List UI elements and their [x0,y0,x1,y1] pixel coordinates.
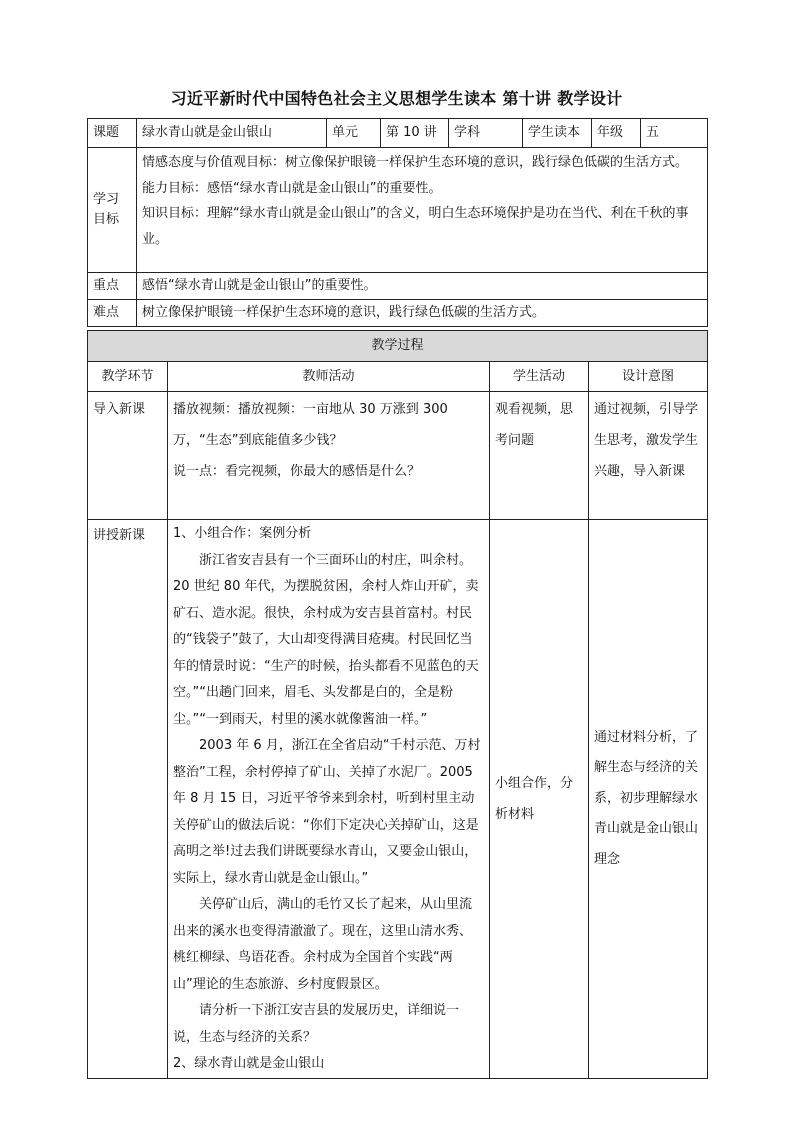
process-table [87,330,708,1079]
objective-knowledge: 知识目标：理解“绿水青山就是金山银山”的含义，明白生态环境保护是功在当代、利在千秋的事业。 [142,206,689,247]
process-header-row [88,331,708,362]
grade-label: 年级 [592,119,641,148]
lecture-heading-2: 2、绿水青山就是金山银山 [173,1056,325,1071]
objectives-label: 学习目标 [88,148,137,273]
col-student: 学生活动 [490,362,589,392]
col-intent: 设计意图 [589,362,708,392]
stage-lecture: 讲授新课 [88,520,168,1079]
col-teacher: 教师活动 [168,362,490,392]
difficulty-label: 难点 [88,300,137,327]
process-header: 教学过程 [88,331,708,362]
teacher-intro-video: 播放视频：播放视频：一亩地从 30 万涨到 300 万，“生态”到底能值多少钱？ [173,402,448,448]
student-intro: 观看视频，思考问题 [490,392,589,520]
unit-value: 第 10 讲 [381,119,449,148]
info-table [87,118,708,327]
key-point-row [88,273,708,300]
subject-label: 学科 [449,119,523,148]
objective-emotion: 情感态度与价值观目标：树立像保护眼镜一样保护生态环境的意识，践行绿色低碳的生活方式。 [142,155,689,170]
topic-label: 课题 [88,119,137,148]
student-lecture: 小组合作，分析材料 [490,520,589,1079]
col-stage: 教学环节 [88,362,168,392]
lecture-heading-1: 1、小组合作：案例分析 [173,526,312,541]
teacher-intro [168,392,490,520]
lecture-para-1: 浙江省安吉县有一个三面环山的村庄，叫余村。20 世纪 80 年代，为摆脱贫困，余村人炸山开矿，卖矿石、造水泥。很快，余村成为安吉县首富村。村民的“钱袋子”鼓了，大山却变得满目疮痍。村民回忆当年的情景时说：“生产的时候，抬头都看不见蓝色的天空。”“出趟门回来，眉毛、头发都是白的，全是粉尘。”“一到雨天，村里的溪水就像酱油一样。” [173,552,479,727]
difficulty-row [88,300,708,327]
objective-ability: 能力目标：感悟“绿水青山就是金山银山”的重要性。 [142,180,442,196]
subject-value: 学生读本 [523,119,592,148]
intent-lecture: 通过材料分析，了解生态与经济的关系，初步理解绿水青山就是金山银山理念 [589,520,708,1079]
objectives-content [137,148,708,273]
grade-value: 五 [641,119,708,148]
key-point-label: 重点 [88,273,137,300]
stage-intro: 导入新课 [88,392,168,520]
lecture-para-3: 关停矿山后，满山的毛竹又长了起来，从山里流出来的溪水也变得清澈澈了。现在，这里山清水秀、桃红柳绿、鸟语花香。余村成为全国首个实践“两山”理论的生态旅游、乡村度假景区。 [173,897,473,992]
unit-label: 单元 [327,119,381,148]
intent-intro: 通过视频，引导学生思考，激发学生兴趣，导入新课 [589,392,708,520]
info-row [88,119,708,148]
teacher-lecture [168,520,490,1079]
table-row [88,520,708,1079]
teacher-intro-question: 说一点：看完视频，你最大的感悟是什么？ [173,464,421,479]
lecture-question: 请分析一下浙江安吉县的发展历史，详细说一说，生态与经济的关系？ [173,1003,460,1045]
table-row [88,392,708,520]
page-title: 习近平新时代中国特色社会主义思想学生读本 第十讲 教学设计 [170,89,623,108]
process-columns-row [88,362,708,392]
difficulty-value: 树立像保护眼镜一样保护生态环境的意识，践行绿色低碳的生活方式。 [137,300,708,327]
lecture-para-2: 2003 年 6 月，浙江在全省启动“千村示范、万村整治”工程，余村停掉了矿山、关掉了水泥厂。2005 年 8 月 15 日，习近平爷爷来到余村，听到村里主动关停矿山的做法后说：“你们下定决心关掉矿山，这是高明之举!过去我们讲既要绿水青山，又要金山银山，实际上，绿水青山就是金山银山。” [173,738,481,886]
key-point-value: 感悟“绿水青山就是金山银山”的重要性。 [137,273,708,300]
topic-value: 绿水青山就是金山银山 [137,119,327,148]
objectives-row [88,148,708,273]
